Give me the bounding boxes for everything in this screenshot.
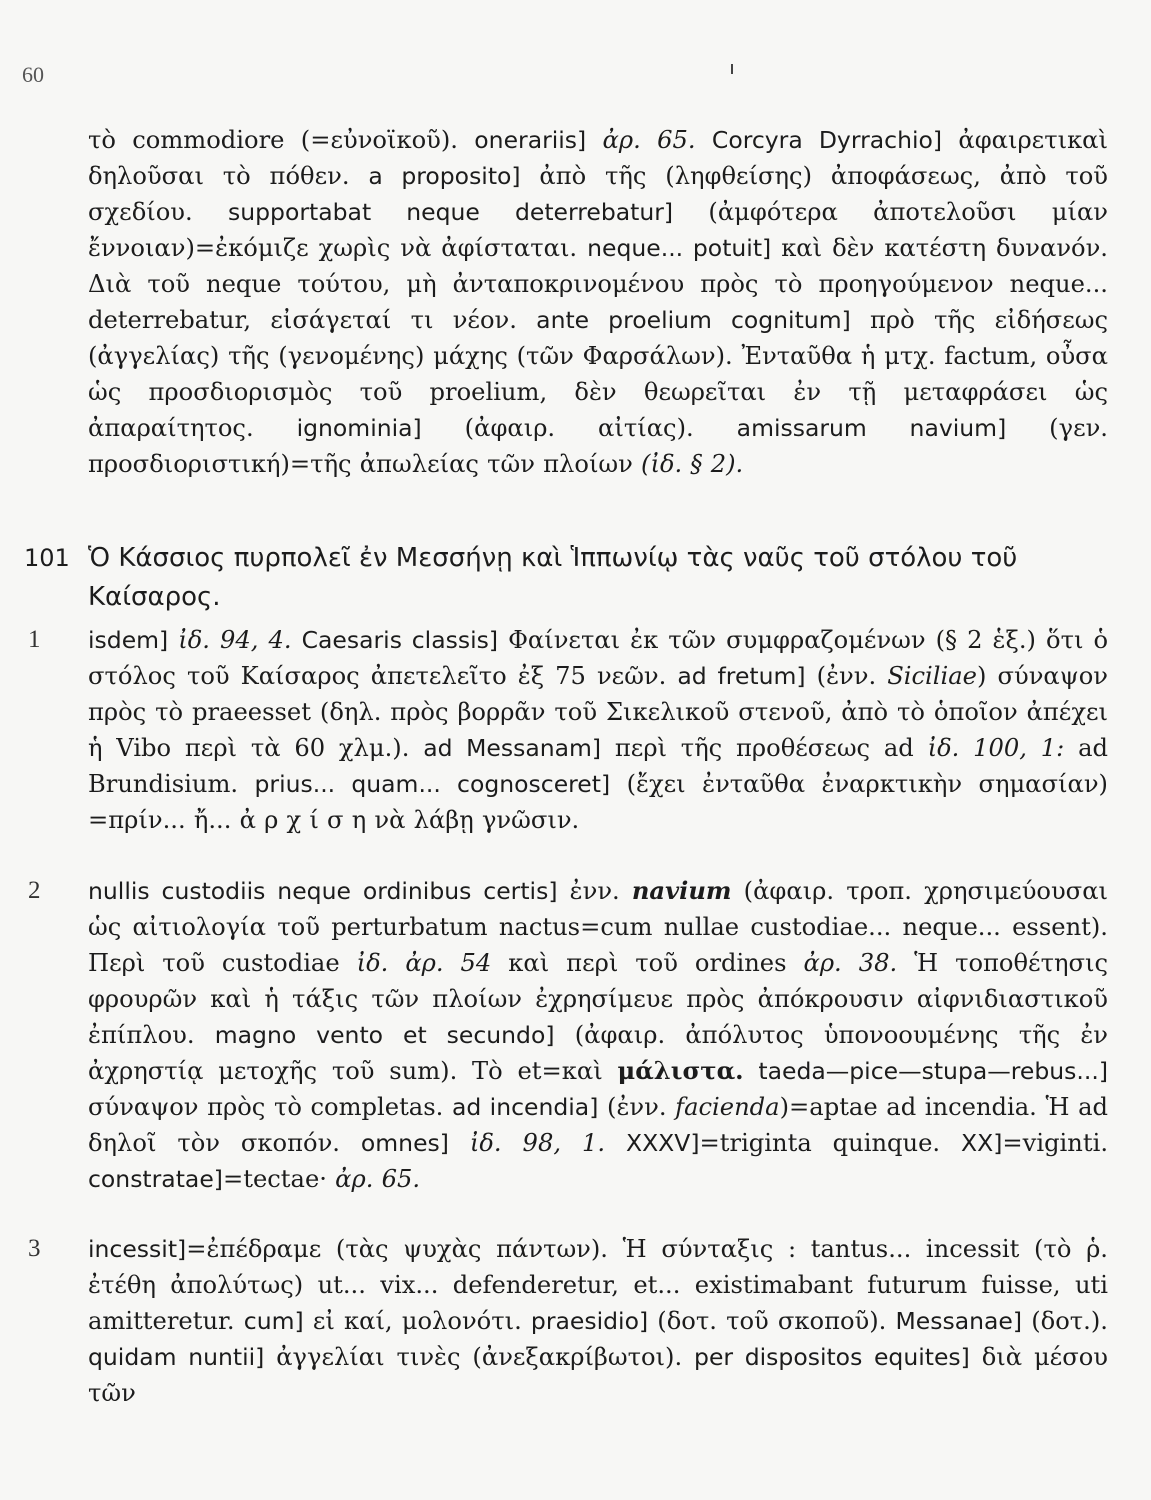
lemma: Corcyra Dyrrachio] xyxy=(711,126,943,154)
top-ink-mark xyxy=(731,64,733,74)
commentary-text: διὰ μέσου τῶν xyxy=(88,1343,1108,1407)
commentary-text: (ἐνν. xyxy=(598,1093,676,1121)
lemma: omnes] xyxy=(360,1129,449,1157)
commentary-section-2 xyxy=(88,873,1108,1197)
commentary-text xyxy=(292,626,302,654)
commentary-text: (ἔχει ἐνταῦθα ἐναρκτικὴν σημασίαν) =πρίν... ἤ... ἀ ρ χ ί σ η νὰ λάβῃ γνῶσιν. xyxy=(88,770,1108,834)
reference: ἰδ. ἀρ. 54 xyxy=(356,949,492,977)
lemma: amissarum navium] xyxy=(736,414,1007,442)
commentary-text: ἀφαιρετικαὶ δηλοῦσαι τὸ πόθεν. xyxy=(88,126,1109,190)
commentary-section-3 xyxy=(88,1231,1108,1411)
commentary-text: )=aptae ad incendia. Ἡ ad δηλοῖ τὸν σκοπόν. xyxy=(88,1093,1109,1157)
commentary-text: ) σύναψον πρὸς τὸ praeesset (δηλ. πρὸς βορρᾶν τοῦ Σικελικοῦ στενοῦ, ἀπὸ τὸ ὁποῖον ἀπέχει ἡ Vibo περὶ τὰ 60 χλμ.). xyxy=(88,662,1108,762)
commentary-text: (δοτ.). xyxy=(1022,1307,1108,1335)
lemma: onerariis] xyxy=(474,126,587,154)
commentary-text: (δοτ. τοῦ σκοποῦ). xyxy=(648,1307,896,1335)
commentary-text: =viginti. xyxy=(1002,1129,1109,1157)
commentary-text: τὸ commodiore (=εὐνοϊκοῦ). xyxy=(88,126,475,154)
emphasis-text: Siciliae xyxy=(887,662,977,690)
commentary-text: εἰ καί, μολονότι. xyxy=(303,1307,531,1335)
commentary-text xyxy=(744,1057,759,1085)
page-number: 60 xyxy=(22,62,44,87)
reference: ἀρ. 38. xyxy=(803,949,898,977)
lemma: quidam nuntii] xyxy=(88,1343,265,1371)
emphasis-text: μάλιστα. xyxy=(617,1056,744,1085)
lemma: isdem] xyxy=(88,626,169,654)
lemma: Caesaris classis] xyxy=(301,626,499,654)
lemma: neque... potuit] xyxy=(587,234,772,262)
emphasis-text: navium xyxy=(631,876,732,905)
lemma: ante proelium cognitum] xyxy=(536,306,851,334)
commentary-text: Φαίνεται ἐκ τῶν συμφραζομένων (§ 2 ἑξ.) ὅτι ὁ στόλος τοῦ Καίσαρος ἀπετελεῖτο ἐξ 75 νεῶν. xyxy=(88,626,1109,690)
lemma: XX] xyxy=(961,1129,1003,1157)
lemma: ad incendia] xyxy=(451,1093,599,1121)
commentary-text: =ἐπέδραμε (τὰς ψυχὰς πάντων). Ἡ σύνταξις : tantus... incessit (τὸ ῥ. ἐτέθη ἀπολύτως) ut... vix... defenderetur, et... existimabant futurum fuisse, uti amitteretur. xyxy=(88,1235,1108,1335)
commentary-text: περὶ τῆς προθέσεως ad xyxy=(601,734,928,762)
commentary-text: καὶ δὲν κατέστη δυνανόν. Διὰ τοῦ neque τούτου, μὴ ἀνταποκρινομένου πρὸς τὸ προηγούμενον neque... deterrebatur, εἰσάγεταί τι νέον. xyxy=(88,234,1108,334)
commentary-text: καὶ περὶ τοῦ ordines xyxy=(491,949,804,977)
reference: ἰδ. 98, 1. xyxy=(469,1129,606,1157)
commentary-block-100 xyxy=(88,122,1108,482)
reference: ἀρ. 65. xyxy=(335,1165,421,1193)
commentary-text: (ἐνν. xyxy=(805,662,888,690)
reference: ἰδ. 100, 1: xyxy=(927,734,1065,762)
commentary-text: (ἀφαιρ. τροπ. χρησιμεύουσαι ὡς αἰτιολογία τοῦ perturbatum nactus=cum nullae custodiae... neque... essent). Περὶ τοῦ custodiae xyxy=(88,877,1109,977)
reference: ἰδ. 94, 4. xyxy=(178,626,292,654)
lemma: ad fretum] xyxy=(677,662,806,690)
lemma: supportabat neque deterrebatur] xyxy=(228,198,674,226)
commentary-text: ἀγγελίαι τινὲς (ἀνεξακρίβωτοι). xyxy=(264,1343,695,1371)
commentary-text: ἀπὸ τῆς (ληφθείσης) ἀποφάσεως, ἀπὸ τοῦ σχεδίου. xyxy=(88,162,1108,226)
commentary-text: σύναψον πρὸς τὸ completas. xyxy=(88,1093,452,1121)
lemma: incessit] xyxy=(88,1235,187,1263)
lemma: taeda—pice—stupa—rebus...] xyxy=(758,1057,1108,1085)
commentary-text xyxy=(449,1129,470,1157)
commentary-section-1 xyxy=(88,622,1108,838)
lemma: magno vento et secundo] xyxy=(214,1021,555,1049)
emphasis-text: facienda xyxy=(675,1093,780,1121)
lemma: praesidio] xyxy=(530,1307,649,1335)
chapter-number: 101 xyxy=(24,544,70,572)
section-number: 1 xyxy=(28,626,41,653)
reference: ἀρ. 65. xyxy=(586,126,712,154)
section-number: 2 xyxy=(28,877,41,904)
section-number: 3 xyxy=(28,1235,41,1262)
lemma: ad Messanam] xyxy=(423,734,602,762)
lemma: ignominia] xyxy=(296,414,422,442)
commentary-text xyxy=(168,626,178,654)
commentary-text: =triginta quinque. xyxy=(699,1129,962,1157)
commentary-text: (ἀφαιρ. ἀπόλυτος ὑπονοουμένης τῆς ἐν ἀχρηστίᾳ μετοχῆς τοῦ sum). Τὸ et=καὶ xyxy=(88,1021,1109,1085)
lemma: per dispositos equites] xyxy=(694,1343,970,1371)
commentary-text: ad Brundisium. xyxy=(88,734,1109,798)
lemma: constratae] xyxy=(88,1165,223,1193)
lemma: cum] xyxy=(243,1307,304,1335)
lemma: nullis custodiis neque ordinibus certis] xyxy=(88,877,558,905)
commentary-text: =tectae· xyxy=(222,1165,336,1193)
chapter-title: Ὁ Κάσσιος πυρπολεῖ ἐν Μεσσήνῃ καὶ Ἱππωνίῳ τὰς ναῦς τοῦ στόλου τοῦ Καίσαρος. xyxy=(88,543,1018,612)
reference: (ἰδ. § 2). xyxy=(641,450,744,478)
lemma: Messanae] xyxy=(895,1307,1023,1335)
commentary-text xyxy=(605,1129,626,1157)
commentary-text: ἐνν. xyxy=(557,877,632,905)
commentary-text: Ἡ τοποθέτησις φρουρῶν καὶ ἡ τάξις τῶν πλοίων ἐχρησίμευε πρὸς ἀπόκρουσιν αἰφνιδιαστικοῦ ἐπίπλου. xyxy=(88,949,1108,1049)
commentary-text: (ἀμφότερα ἀποτελοῦσι μίαν ἔννοιαν)=ἐκόμιζε χωρὶς νὰ ἀφίσταται. xyxy=(88,198,1108,262)
commentary-text: (ἀφαιρ. αἰτίας). xyxy=(421,414,737,442)
commentary-text: πρὸ τῆς εἰδήσεως (ἀγγελίας) τῆς (γενομένης) μάχης (τῶν Φαρσάλων). Ἐνταῦθα ἡ μτχ. factum, οὖσα ὡς προσδιορισμὸς τοῦ proelium, δὲν θεωρεῖται ἐν τῇ μεταφράσει ὡς ἀπαραίτητος. xyxy=(88,306,1108,442)
lemma: prius... quam... cognosceret] xyxy=(254,770,611,798)
commentary-text: (γεν. προσδιοριστική)=τῆς ἀπωλείας τῶν πλοίων xyxy=(88,414,1108,478)
lemma: a proposito] xyxy=(368,162,521,190)
lemma: XXXV] xyxy=(625,1129,700,1157)
